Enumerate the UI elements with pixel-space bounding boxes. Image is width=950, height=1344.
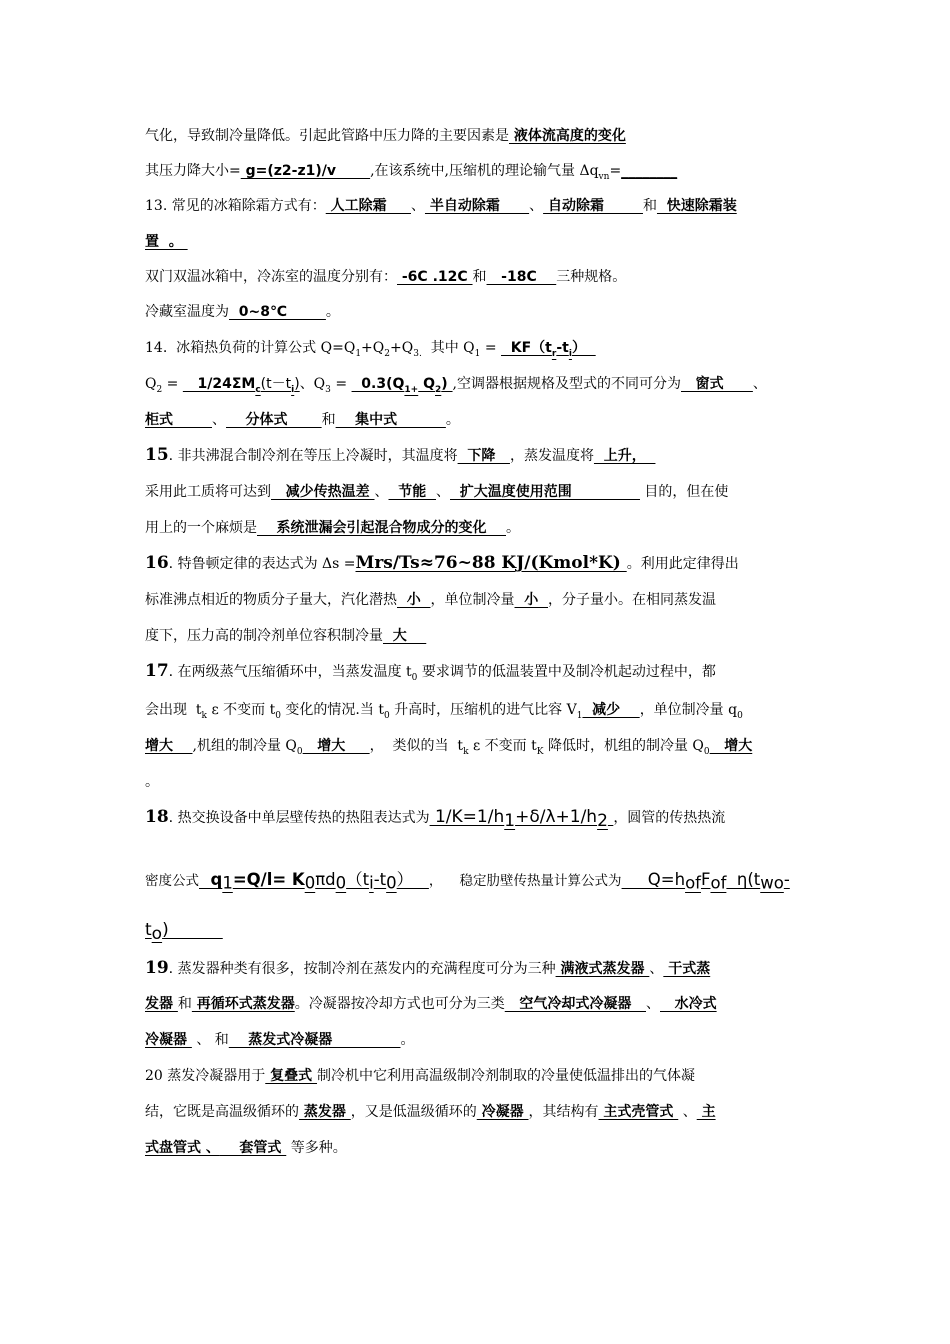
text: 。	[400, 1032, 415, 1048]
question-number: 15	[145, 445, 169, 465]
text: . 热交换设备中单层壁传热的热阻表达式为	[168, 810, 430, 826]
answer: F	[700, 870, 711, 889]
subscript: i	[369, 873, 374, 893]
text: 、	[529, 198, 544, 214]
text: 、Q	[299, 376, 326, 392]
answer: 增大	[709, 738, 753, 754]
answer: )	[162, 920, 223, 940]
text: 降低时，机组的制冷量 Q	[543, 738, 704, 754]
subscript: 1	[504, 810, 516, 831]
answer: 满液式蒸发器	[555, 961, 650, 977]
text-line	[145, 870, 810, 894]
answer: 蒸发器	[299, 1104, 351, 1120]
subscript: of	[685, 873, 701, 893]
text: 、	[678, 1104, 697, 1120]
text: ,机组的制冷量 Q	[192, 738, 297, 754]
text: +Q	[390, 340, 414, 356]
answer: Q	[418, 376, 435, 392]
answer: 1/24ΣM	[182, 376, 256, 392]
text-line	[145, 590, 810, 610]
text: ，单位制冷量	[430, 592, 515, 608]
answer: 减少传热温差	[271, 484, 375, 500]
text-line	[145, 1102, 810, 1122]
text: 。	[325, 304, 340, 320]
answer: 套管式	[219, 1140, 287, 1156]
subscript: 2	[156, 384, 163, 395]
answer: =Q/l= K	[232, 870, 305, 889]
answer: 主	[696, 1104, 716, 1120]
text-line	[145, 126, 810, 146]
text: ，分子量小。在相同蒸发温	[548, 592, 716, 608]
subscript: 0	[411, 672, 418, 683]
subscript: K	[536, 746, 544, 757]
text: 。	[506, 520, 520, 536]
text-line	[145, 920, 810, 944]
text-line	[145, 553, 810, 574]
text: 、 和	[191, 1032, 229, 1048]
text: ，又是低温级循环的	[350, 1104, 477, 1120]
answer: 增大	[145, 738, 193, 754]
answer: -t	[556, 340, 569, 356]
answer: 蒸发式冷凝器	[228, 1032, 401, 1048]
text: ， 稳定肋壁传热量计算公式为	[428, 873, 622, 889]
text: =	[480, 340, 502, 356]
subscript: 1	[355, 348, 362, 359]
answer: η(t	[726, 870, 761, 889]
text: ε 不变而 t	[468, 738, 537, 754]
answer: 减少	[582, 702, 640, 718]
text: 用上的一个麻烦是	[145, 520, 257, 536]
subscript: 1	[576, 710, 583, 721]
subscript: 0	[703, 746, 710, 757]
answer: 大	[383, 628, 427, 644]
text: 、	[436, 484, 450, 500]
answer: πd	[315, 870, 336, 889]
subscript: 3	[325, 384, 331, 395]
answer: 复叠式	[265, 1068, 318, 1084]
text: ，蒸发温度将	[509, 448, 594, 464]
text: =	[162, 376, 183, 392]
text: 、	[646, 996, 660, 1012]
answer: 置 。	[145, 234, 188, 250]
text: . 蒸发器种类有很多，按制冷剂在蒸发内的充满程度可分为三种	[168, 961, 556, 977]
text: 14. 冰箱热负荷的计算公式 Q=Q	[145, 340, 356, 356]
answer: 发器	[145, 996, 178, 1012]
text: =	[330, 376, 352, 392]
answer: 上升，	[593, 448, 656, 464]
text-line	[145, 1138, 810, 1158]
text-line	[145, 772, 810, 792]
subscript: 1	[222, 873, 233, 893]
answer: 主式壳管式	[598, 1104, 679, 1120]
text: 结，它既是高温级循环的	[145, 1104, 299, 1120]
answer: 分体式	[226, 412, 322, 428]
text: 。利用此定律得出	[626, 556, 739, 572]
text: ，单位制冷量 q	[639, 702, 738, 718]
text: 要求调节的低温装置中及制冷机起动过程中，都	[417, 664, 716, 680]
question-number: 16	[145, 553, 169, 573]
answer: 0~8℃	[229, 304, 326, 320]
answer: 集中式	[335, 412, 446, 428]
text: ε 不变而 t	[207, 702, 276, 718]
text: 、	[752, 376, 767, 392]
text: 和	[472, 269, 487, 285]
subscript: k	[463, 746, 469, 757]
answer: -	[783, 870, 790, 889]
text: 冷藏室温度为	[145, 304, 229, 320]
subscript: k	[201, 710, 207, 721]
text: 20 蒸发冷凝器用于	[145, 1068, 266, 1084]
text-line	[145, 626, 810, 646]
text: 密度公式	[145, 873, 199, 889]
text: ,在该系统中,压缩机的理论输气量 Δq	[370, 163, 599, 179]
answer: 液体流高度的变化	[509, 128, 626, 144]
answer: （t	[346, 870, 370, 889]
text: 和	[177, 996, 192, 1012]
text: 。冷凝器按冷却方式也可分为三类	[294, 996, 505, 1012]
text: 气化，导致制冷量降低。引起此管路中压力降的主要因素是	[145, 128, 509, 144]
text: 升高时，压缩机的进气比容 V	[389, 702, 577, 718]
question-number: 19	[145, 958, 169, 978]
text: 。	[145, 774, 159, 790]
text-line	[145, 374, 810, 400]
text-line	[145, 445, 810, 466]
text: 和	[642, 198, 657, 214]
text: 目的，但在使	[639, 484, 729, 500]
text-line	[145, 994, 810, 1014]
text: 度下，压力高的制冷剂单位容积制冷量	[145, 628, 383, 644]
answer: t	[145, 920, 152, 940]
text-line	[145, 700, 810, 726]
answer: )	[441, 376, 453, 392]
text-line	[145, 1030, 810, 1050]
answer: 半自动除霜	[424, 198, 530, 214]
subscript: 0	[304, 873, 316, 893]
subscript: 1	[474, 348, 481, 359]
subscript: 2	[384, 348, 390, 359]
answer: 再循环式蒸发器	[191, 996, 295, 1012]
subscript: vn	[598, 171, 610, 182]
subscript: of	[710, 873, 727, 893]
answer: 窗式	[681, 376, 753, 392]
answer: ________	[621, 163, 678, 179]
text: 、	[410, 198, 425, 214]
text: 等多种。	[286, 1140, 347, 1156]
answer: 节能	[388, 484, 436, 500]
text-line	[145, 807, 810, 831]
subscript: 0	[296, 746, 303, 757]
text-line	[145, 482, 810, 502]
answer: q	[199, 870, 223, 889]
subscript: 2	[435, 384, 442, 395]
text: ， 类似的当 t	[369, 738, 464, 754]
text: 、	[649, 961, 664, 977]
subscript: r	[551, 348, 557, 359]
text-line	[145, 958, 810, 979]
text: 、	[212, 412, 226, 428]
text: 其压力降大小=	[145, 163, 241, 179]
subscript: 0	[275, 710, 281, 721]
subscript: i	[568, 348, 572, 359]
answer: 冷凝器	[476, 1104, 529, 1120]
answer: 空气冷却式冷凝器	[504, 996, 646, 1012]
text: +Q	[361, 340, 385, 356]
text: 标准沸点相近的物质分子量大，汽化潜热	[145, 592, 397, 608]
text-line	[145, 196, 810, 216]
subscript: 2	[597, 810, 608, 831]
text-line	[145, 518, 810, 538]
text-line	[145, 267, 810, 287]
answer: 扩大温度使用范围	[450, 484, 640, 500]
subscript: 1+	[404, 384, 419, 395]
answer: 快速除霜装	[656, 198, 737, 214]
text: 采用此工质将可达到	[145, 484, 271, 500]
answer: )	[294, 376, 300, 392]
answer: 增大	[302, 738, 370, 754]
text: . 特鲁顿定律的表达式为 Δs =	[168, 556, 356, 572]
answer: g=(z2-z1)/v	[240, 163, 371, 179]
answer: ）	[396, 870, 429, 889]
text-line	[145, 736, 810, 762]
answer: 柜式	[145, 412, 212, 428]
text: 。	[445, 412, 460, 428]
subscript: 0	[335, 873, 347, 893]
answer: +δ/λ+1/h	[515, 807, 598, 827]
answer: (t－t	[260, 376, 292, 392]
text-line	[145, 338, 810, 364]
answer: KF（t	[501, 340, 552, 356]
text-line	[145, 410, 810, 430]
answer: Mrs/Ts≈76~88 KJ/(Kmol*K)	[355, 553, 627, 573]
text-line	[145, 232, 810, 252]
text: ，其结构有	[528, 1104, 599, 1120]
subscript: 0	[386, 873, 397, 893]
answer: 小	[514, 592, 548, 608]
text: 和	[321, 412, 336, 428]
question-number: 17	[145, 661, 169, 681]
text: =	[609, 163, 622, 179]
text: 会出现 t	[145, 702, 202, 718]
answer: 水冷式	[660, 996, 717, 1012]
answer: 1/K=1/h	[429, 807, 505, 827]
text: 制冷机中它利用高温级制冷剂制取的冷量使低温排出的气体凝	[317, 1068, 696, 1084]
text: 13. 常见的冰箱除霜方式有：	[145, 198, 326, 214]
answer: 干式蒸	[663, 961, 711, 977]
text-line	[145, 161, 810, 187]
text: 其中 Q	[421, 340, 475, 356]
answer: Q=h	[621, 870, 686, 889]
subscript: o	[151, 923, 163, 944]
answer: -t	[373, 870, 387, 889]
text: 双门双温冰箱中，冷冻室的温度分别有：	[145, 269, 397, 285]
text: ，圆管的传热热流	[613, 810, 726, 826]
answer: 人工除霜	[325, 198, 411, 214]
text: 、	[374, 484, 389, 500]
subscript: 3.	[413, 348, 422, 359]
text: . 在两级蒸气压缩循环中，当蒸发温度 t	[168, 664, 412, 680]
text: ,空调器根据规格及型式的不同可分为	[452, 376, 681, 392]
answer: 冷凝器	[145, 1032, 192, 1048]
answer: 下降	[457, 448, 510, 464]
answer: -18C	[486, 269, 557, 285]
subscript: i	[291, 384, 295, 395]
text: . 非共沸混合制冷剂在等压上冷凝时，其温度将	[168, 448, 458, 464]
subscript: 0	[737, 710, 743, 721]
answer: ）	[571, 340, 596, 356]
text: 变化的情况.当 t	[280, 702, 384, 718]
answer: 自动除霜	[543, 198, 643, 214]
answer: 小	[397, 592, 431, 608]
text-line	[145, 1066, 810, 1086]
question-number: 18	[145, 807, 169, 827]
subscript: wo	[760, 873, 784, 893]
text-line	[145, 661, 810, 688]
subscript: c	[255, 384, 261, 395]
subscript: 0	[383, 710, 390, 721]
answer: -6C .12C	[397, 269, 473, 285]
answer: 系统泄漏会引起混合物成分的变化	[257, 520, 506, 536]
text: 三种规格。	[556, 269, 627, 285]
answer: 0.3(Q	[351, 376, 405, 392]
text-line	[145, 302, 810, 322]
text: Q	[145, 376, 157, 392]
answer: 式盘管式 、	[145, 1140, 220, 1156]
